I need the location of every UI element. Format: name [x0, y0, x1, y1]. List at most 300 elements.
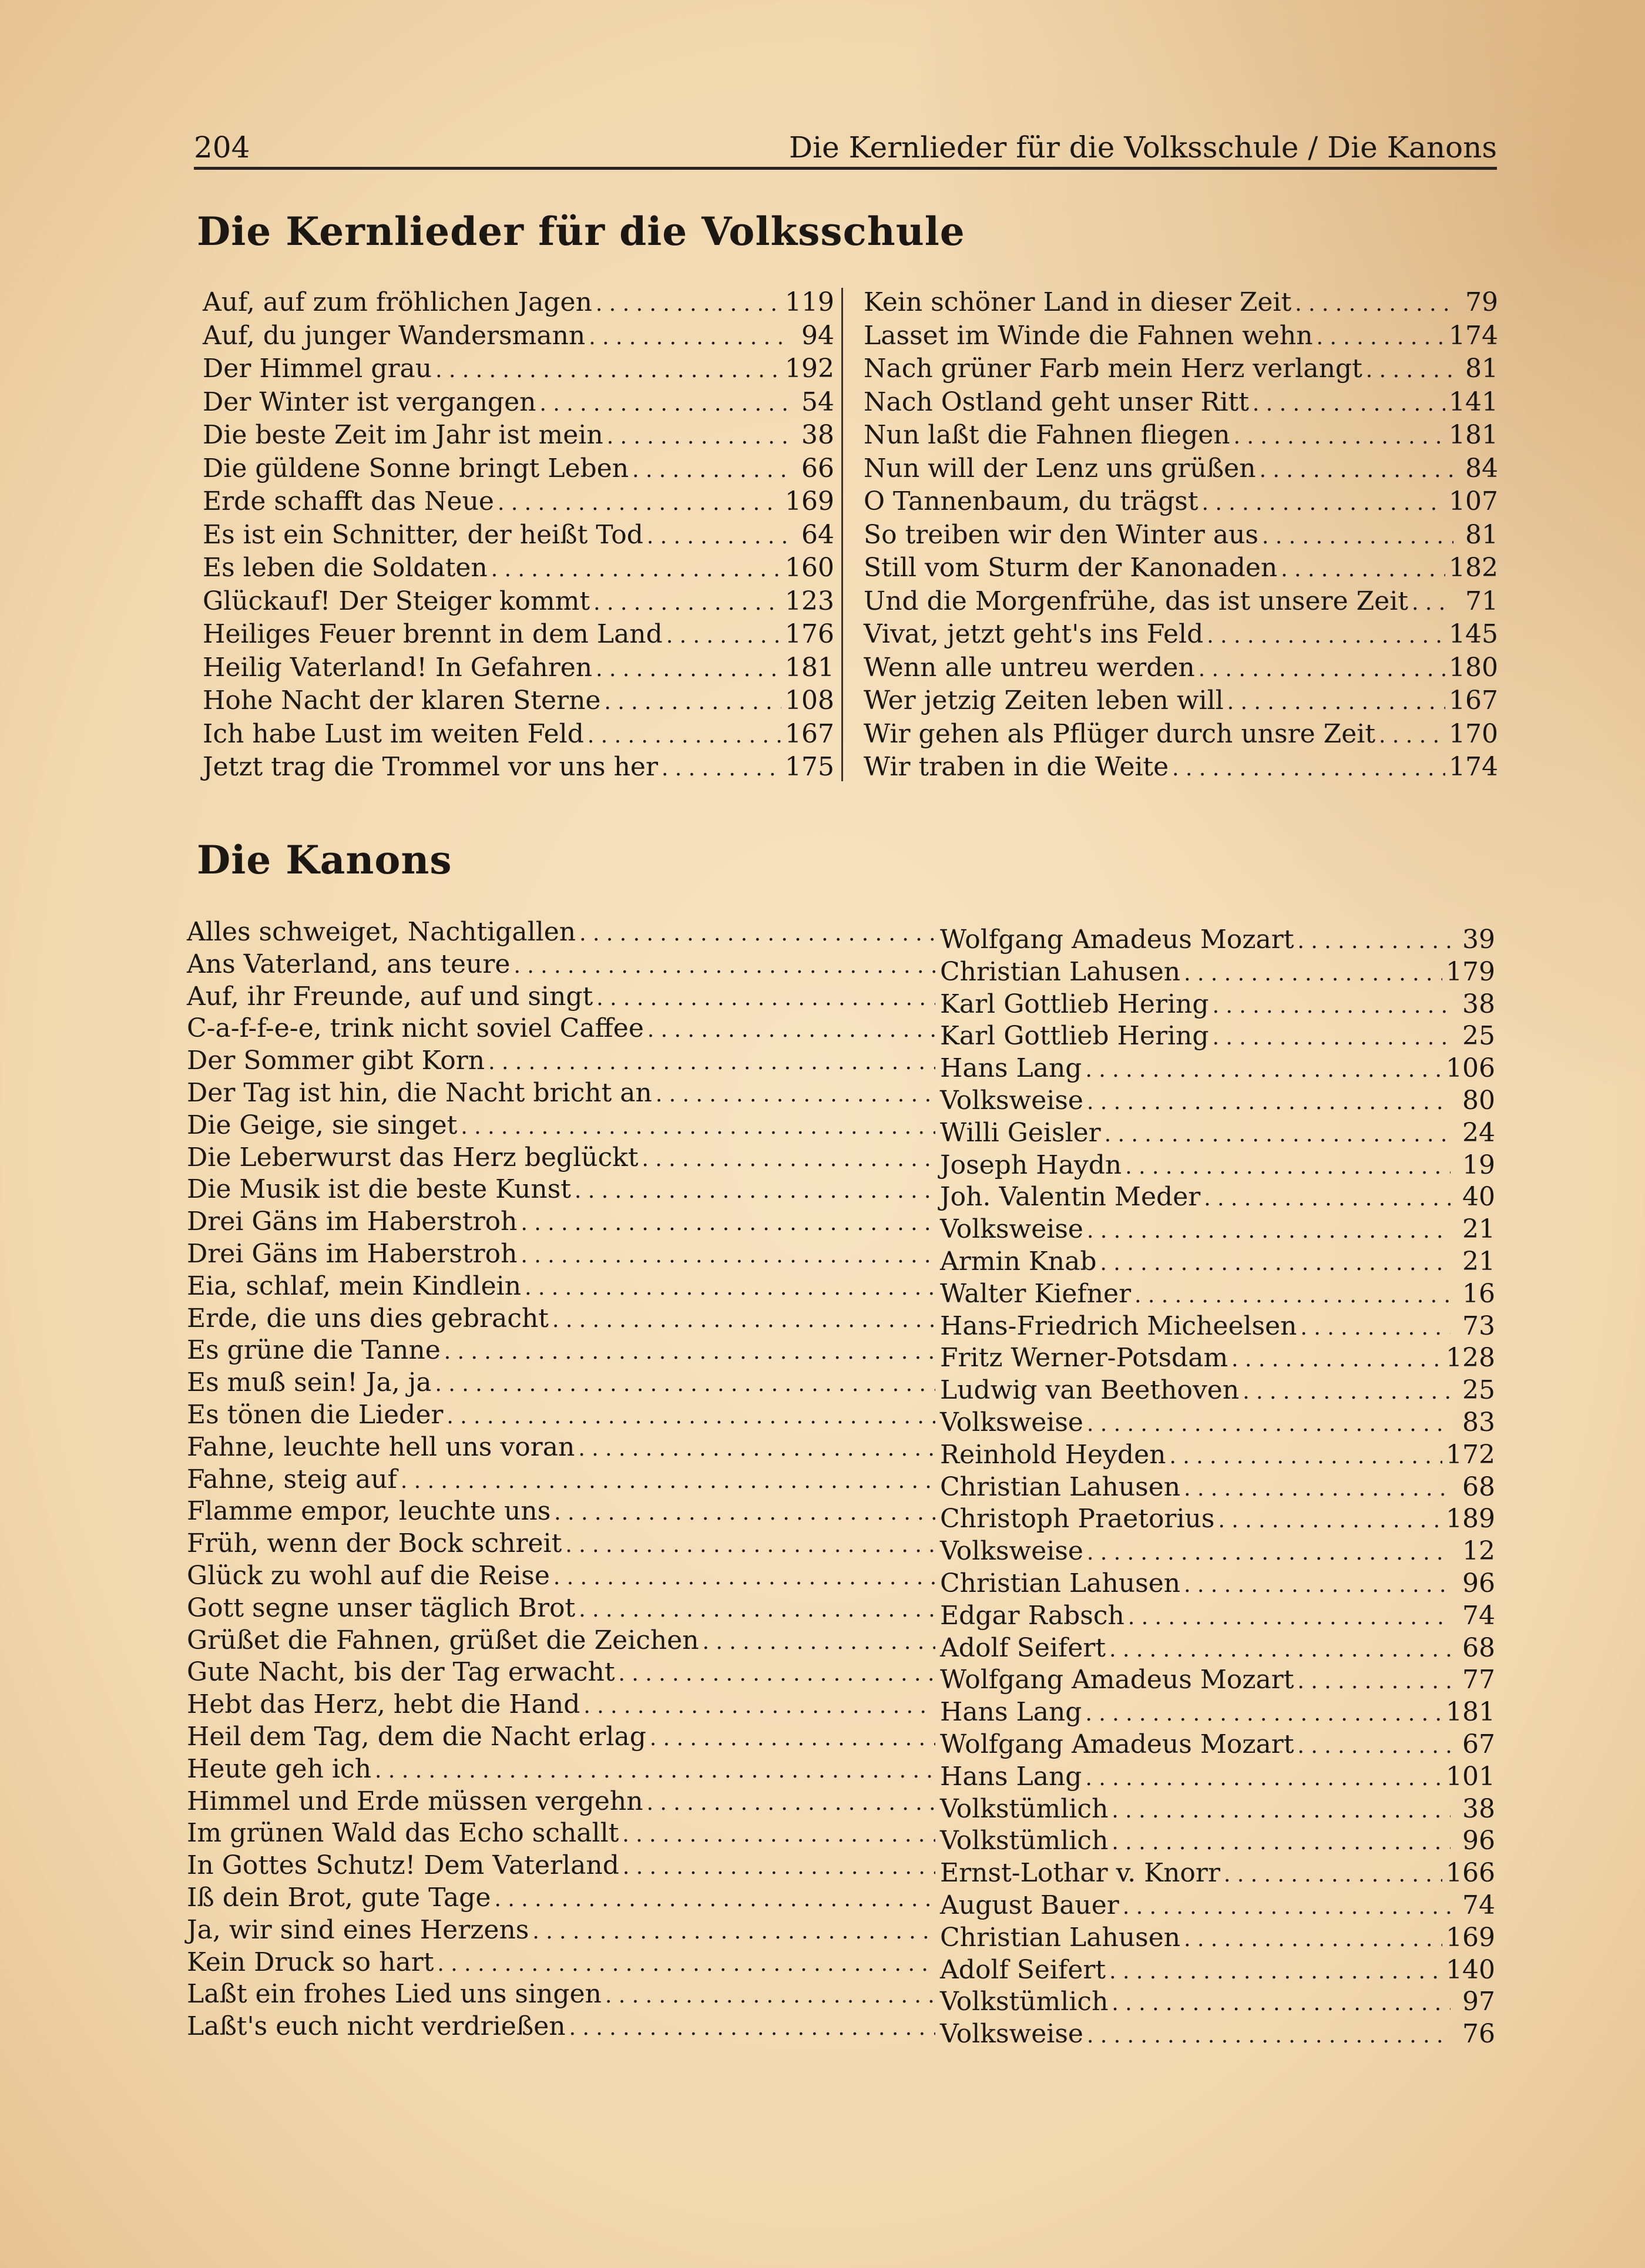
- toc-entry: [864, 718, 1498, 751]
- leader-dots: [647, 520, 790, 554]
- leader-dots: [375, 1755, 935, 1787]
- leader-dots: [513, 950, 935, 983]
- entry-title: Lasset im Winde die Fahnen wehn: [864, 320, 1313, 351]
- kanon-title-entry: [187, 1206, 939, 1238]
- leader-dots: [494, 1884, 935, 1916]
- leader-dots: [583, 1691, 935, 1723]
- entry-title: Nun laßt die Fahnen fliegen: [864, 420, 1230, 450]
- kanon-title-entry: [187, 1271, 939, 1303]
- composer-name: Ludwig van Beethoven: [940, 1375, 1240, 1406]
- composer-name: Volkstümlich: [940, 1826, 1109, 1856]
- entry-title: Kein schöner Land in dieser Zeit: [864, 287, 1292, 317]
- page-reference: 176: [785, 619, 834, 649]
- kanon-composer-entry: [940, 1761, 1495, 1793]
- leader-dots: [650, 1723, 935, 1755]
- entry-title: Es ist ein Schnitter, der heißt Tod: [203, 519, 643, 550]
- column-divider: [841, 288, 843, 781]
- entry-title: Drei Gäns im Haberstroh: [187, 1207, 518, 1237]
- page-reference: 68: [1462, 1471, 1495, 1502]
- leader-dots: [446, 1401, 935, 1433]
- page-reference: 108: [785, 686, 834, 715]
- page-reference: 170: [1449, 718, 1498, 749]
- leader-dots: [579, 918, 935, 950]
- leader-dots: [1262, 520, 1453, 554]
- page-reference: 83: [1462, 1407, 1495, 1437]
- page-reference: 101: [1446, 1761, 1495, 1792]
- page-reference: 145: [1449, 619, 1498, 649]
- composer-name: Hans Lang: [940, 1761, 1082, 1792]
- entry-title: Fahne, leuchte hell uns voran: [187, 1432, 575, 1462]
- kanons-title-column: [187, 916, 939, 2043]
- entry-title: Nach grüner Farb mein Herz verlangt: [864, 354, 1362, 384]
- toc-entry: [864, 618, 1498, 651]
- leader-dots: [703, 1627, 935, 1659]
- leader-dots: [1298, 1666, 1451, 1698]
- page-reference: 81: [1465, 519, 1498, 550]
- kanon-title-entry: [187, 1335, 939, 1367]
- leader-dots: [1207, 620, 1445, 653]
- toc-entry: [864, 485, 1498, 519]
- composer-name: Adolf Seifert: [940, 1632, 1106, 1663]
- kanon-composer-entry: [940, 1568, 1495, 1600]
- kanon-composer-entry: [940, 1857, 1495, 1890]
- kanon-composer-entry: [940, 1890, 1495, 1922]
- entry-title: Und die Morgenfrühe, das ist unsere Zeit: [864, 586, 1408, 616]
- leader-dots: [662, 752, 781, 786]
- entry-title: Im grünen Wald das Echo schallt: [187, 1818, 619, 1849]
- entry-title: Wir traben in die Weite: [864, 752, 1169, 782]
- entry-title: C-a-f-f-e-e, trink nicht soviel Caffee: [187, 1013, 644, 1044]
- entry-title: Glückauf! Der Steiger kommt: [203, 586, 590, 616]
- toc-entry: [203, 585, 834, 619]
- toc-entry: [203, 618, 834, 651]
- kanon-composer-entry: [940, 1664, 1495, 1696]
- entry-title: Die güldene Sonne bringt Leben: [203, 453, 629, 483]
- kanon-composer-entry: [940, 1181, 1495, 1214]
- entry-title: Hebt das Herz, hebt die Hand: [187, 1689, 580, 1720]
- page-reference: 181: [785, 652, 834, 683]
- entry-title: Himmel und Erde müssen vergehn: [187, 1786, 643, 1816]
- page-reference: 119: [785, 287, 834, 317]
- toc-entry: [864, 552, 1498, 585]
- entry-title: Laßt ein frohes Lied uns singen: [187, 1979, 602, 2010]
- leader-dots: [1295, 288, 1453, 321]
- page-reference: 174: [1449, 320, 1498, 351]
- page-reference: 123: [785, 586, 834, 616]
- leader-dots: [1123, 1891, 1451, 1924]
- toc-entry: [864, 386, 1498, 419]
- kanon-composer-entry: [940, 1600, 1495, 1632]
- kanon-composer-entry: [940, 1375, 1495, 1407]
- entry-title: Jetzt trag die Trommel vor uns her: [203, 752, 659, 782]
- entry-title: Grüßet die Fahnen, grüßet die Zeichen: [187, 1625, 699, 1655]
- kanon-composer-entry: [940, 1986, 1495, 2018]
- leader-dots: [444, 1336, 935, 1369]
- toc-entry: [203, 419, 834, 452]
- running-head: [194, 117, 1497, 164]
- composer-name: Willi Geisler: [940, 1117, 1101, 1148]
- leader-dots: [1260, 454, 1453, 488]
- page-reference: 167: [785, 718, 834, 749]
- kanon-title-entry: [187, 1721, 939, 1753]
- leader-dots: [1087, 1087, 1451, 1119]
- toc-entry: [864, 286, 1498, 320]
- composer-name: Karl Gottlieb Hering: [940, 989, 1209, 1019]
- entry-title: Erde schafft das Neue: [203, 486, 494, 516]
- page-reference: 38: [1462, 989, 1495, 1019]
- page-reference: 39: [1462, 925, 1495, 955]
- leader-dots: [539, 388, 790, 421]
- kanon-title-entry: [187, 1528, 939, 1560]
- leader-dots: [1134, 1280, 1451, 1312]
- page-reference: 174: [1449, 752, 1498, 782]
- page-reference: 12: [1462, 1536, 1495, 1567]
- leader-dots: [1412, 587, 1453, 620]
- entry-title: Es muß sein! Ja, ja: [187, 1367, 432, 1398]
- page-reference: 80: [1462, 1085, 1495, 1115]
- kanon-title-entry: [187, 1625, 939, 1657]
- leader-dots: [1224, 1859, 1442, 1891]
- kanon-title-entry: [187, 1399, 939, 1432]
- leader-dots: [553, 1562, 935, 1594]
- leader-dots: [605, 1980, 935, 2012]
- leader-dots: [401, 1466, 935, 1498]
- kanon-composer-entry: [940, 1922, 1495, 1954]
- leader-dots: [647, 1787, 935, 1820]
- entry-title: Früh, wenn der Bock schreit: [187, 1528, 562, 1559]
- kanon-title-entry: [187, 1689, 939, 1721]
- section-title-kanons: Die Kanons: [197, 837, 452, 883]
- leader-dots: [1112, 1988, 1451, 2020]
- composer-name: Volkstümlich: [940, 1987, 1109, 2017]
- kanon-title-entry: [187, 1592, 939, 1625]
- kanon-title-entry: [187, 916, 939, 949]
- composer-name: Reinhold Heyden: [940, 1439, 1166, 1470]
- composer-name: Joh. Valentin Meder: [940, 1182, 1201, 1212]
- leader-dots: [498, 487, 781, 520]
- entry-title: Es tönen die Lieder: [187, 1399, 444, 1430]
- entry-title: Gute Nacht, bis der Tag erwacht: [187, 1657, 615, 1688]
- leader-dots: [437, 1948, 935, 1981]
- page-reference: 38: [801, 420, 834, 450]
- toc-entry: [203, 485, 834, 519]
- toc-entry: [203, 452, 834, 486]
- kanon-title-entry: [187, 1882, 939, 1914]
- leader-dots: [1218, 1505, 1442, 1537]
- entry-title: Es grüne die Tanne: [187, 1335, 441, 1366]
- composer-name: Wolfgang Amadeus Mozart: [940, 925, 1294, 955]
- entry-title: Flamme empor, leuchte uns: [187, 1496, 551, 1527]
- page-reference: 25: [1462, 1021, 1495, 1051]
- entry-title: Ich habe Lust im weiten Feld: [203, 718, 584, 749]
- entry-title: Die Geige, sie singet: [187, 1110, 458, 1140]
- entry-title: In Gottes Schutz! Dem Vaterland: [187, 1850, 619, 1881]
- page-reference: 25: [1462, 1375, 1495, 1406]
- composer-name: Adolf Seifert: [940, 1954, 1106, 1985]
- kanon-title-entry: [187, 1496, 939, 1528]
- kanon-title-entry: [187, 2011, 939, 2043]
- kanon-composer-entry: [940, 1954, 1495, 1987]
- page-reference: 76: [1462, 2019, 1495, 2049]
- page-reference: 74: [1462, 1600, 1495, 1631]
- leader-dots: [1317, 321, 1445, 355]
- entry-title: Vivat, jetzt geht's ins Feld: [864, 619, 1204, 649]
- entry-title: Fahne, steig auf: [187, 1464, 397, 1494]
- kanon-title-entry: [187, 1753, 939, 1786]
- leader-dots: [579, 1594, 935, 1627]
- toc-entry: [864, 585, 1498, 619]
- leader-dots: [1234, 421, 1445, 454]
- kanon-composer-entry: [940, 1407, 1495, 1439]
- leader-dots: [488, 1047, 935, 1079]
- entry-title: Eia, schlaf, mein Kindlein: [187, 1271, 522, 1301]
- entry-title: Nun will der Lenz uns grüßen: [864, 453, 1256, 483]
- page-reference: 175: [785, 752, 834, 782]
- kanon-composer-entry: [940, 1117, 1495, 1150]
- kanon-composer-entry: [940, 1214, 1495, 1246]
- entry-title: Der Himmel grau: [203, 354, 432, 384]
- leader-dots: [1104, 1119, 1451, 1151]
- kanon-title-entry: [187, 949, 939, 981]
- leader-dots: [632, 454, 790, 488]
- entry-title: Die beste Zeit im Jahr ist mein: [203, 420, 603, 450]
- page-reference: 96: [1462, 1568, 1495, 1598]
- kanon-composer-entry: [940, 1278, 1495, 1311]
- kanon-composer-entry: [940, 1150, 1495, 1182]
- composer-name: Volksweise: [940, 1407, 1083, 1437]
- leader-dots: [1379, 720, 1445, 753]
- leader-dots: [1087, 2020, 1451, 2052]
- page-reference: 180: [1449, 652, 1498, 683]
- composer-name: Christian Lahusen: [940, 1922, 1181, 1953]
- composer-name: Hans Lang: [940, 1697, 1082, 1728]
- entry-title: Es leben die Soldaten: [203, 553, 488, 583]
- kanon-composer-entry: [940, 956, 1495, 989]
- toc-entry: [864, 651, 1498, 685]
- kanon-composer-entry: [940, 1439, 1495, 1471]
- toc-entry: [203, 386, 834, 419]
- kanon-title-entry: [187, 1110, 939, 1142]
- leader-dots: [1112, 1795, 1451, 1827]
- kanon-title-entry: [187, 1657, 939, 1689]
- toc-entry: [203, 320, 834, 353]
- composer-name: Ernst-Lothar v. Knorr: [940, 1858, 1220, 1889]
- composer-name: Wolfgang Amadeus Mozart: [940, 1665, 1294, 1695]
- leader-dots: [575, 1175, 935, 1208]
- kanon-composer-entry: [940, 1246, 1495, 1278]
- page-reference: 181: [1446, 1697, 1495, 1728]
- composer-name: Volkstümlich: [940, 1793, 1109, 1824]
- toc-entry: [864, 419, 1498, 452]
- page-reference: 79: [1465, 287, 1498, 317]
- entry-title: So treiben wir den Winter aus: [864, 519, 1259, 550]
- leader-dots: [552, 1305, 935, 1337]
- entry-title: Auf, auf zum fröhlichen Jagen: [203, 287, 592, 317]
- composer-name: Volksweise: [940, 1085, 1083, 1115]
- page-reference: 128: [1446, 1343, 1495, 1373]
- kanon-title-entry: [187, 1947, 939, 1979]
- leader-dots: [593, 587, 781, 620]
- composer-name: Volksweise: [940, 2019, 1083, 2049]
- leader-dots: [1184, 958, 1442, 990]
- composer-name: Walter Kiefner: [940, 1278, 1132, 1309]
- leader-dots: [554, 1497, 935, 1530]
- page-reference: 106: [1446, 1053, 1495, 1084]
- leader-dots: [435, 1369, 935, 1401]
- entry-title: Wir gehen als Pflüger durch unsre Zeit: [864, 718, 1376, 749]
- leader-dots: [565, 1530, 935, 1562]
- leader-dots: [1298, 926, 1451, 958]
- leader-dots: [666, 620, 781, 653]
- leader-dots: [1243, 1376, 1451, 1409]
- entry-title: Hohe Nacht der klaren Sterne: [203, 686, 601, 715]
- kanon-composer-entry: [940, 1825, 1495, 1857]
- kanon-title-entry: [187, 1045, 939, 1077]
- composer-name: Hans Lang: [940, 1053, 1082, 1084]
- leader-dots: [1087, 1409, 1451, 1441]
- kanon-composer-entry: [940, 1471, 1495, 1504]
- kanon-title-entry: [187, 1077, 939, 1110]
- page-reference: 81: [1465, 354, 1498, 384]
- kernlieder-right-column: [864, 286, 1498, 784]
- leader-dots: [596, 288, 781, 321]
- entry-title: Der Tag ist hin, die Nacht bricht an: [187, 1077, 652, 1108]
- toc-entry: [864, 684, 1498, 718]
- composer-name: Christian Lahusen: [940, 956, 1181, 987]
- toc-entry: [864, 751, 1498, 784]
- composer-name: Joseph Haydn: [940, 1150, 1122, 1180]
- leader-dots: [521, 1240, 935, 1272]
- toc-entry: [203, 519, 834, 552]
- page-reference: 94: [801, 320, 834, 351]
- leader-dots: [491, 553, 781, 587]
- leader-dots: [1100, 1248, 1451, 1280]
- entry-title: Wer jetzig Zeiten leben will: [864, 686, 1224, 715]
- toc-entry: [864, 519, 1498, 552]
- kanon-composer-entry: [940, 1311, 1495, 1343]
- entry-title: Heilig Vaterland! In Gefahren: [203, 652, 593, 683]
- page-reference: 71: [1465, 586, 1498, 616]
- leader-dots: [1301, 1312, 1451, 1345]
- header-rule: [194, 167, 1497, 170]
- kanon-title-entry: [187, 1174, 939, 1206]
- toc-entry: [864, 352, 1498, 386]
- page-reference: 166: [1446, 1858, 1495, 1889]
- page-reference: 77: [1462, 1665, 1495, 1695]
- leader-dots: [596, 983, 935, 1015]
- leader-dots: [589, 321, 790, 355]
- leader-dots: [1172, 752, 1445, 786]
- kanons-composer-column: [940, 924, 1495, 2051]
- composer-name: Volksweise: [940, 1214, 1083, 1245]
- toc-entry: [203, 352, 834, 386]
- leader-dots: [461, 1111, 935, 1144]
- leader-dots: [1227, 686, 1445, 720]
- leader-dots: [1087, 1215, 1451, 1248]
- page-reference: 68: [1462, 1632, 1495, 1663]
- page-reference: 38: [1462, 1793, 1495, 1824]
- leader-dots: [435, 354, 781, 388]
- page-reference: 96: [1462, 1826, 1495, 1856]
- leader-dots: [532, 1916, 935, 1948]
- leader-dots: [1128, 1602, 1451, 1634]
- entry-title: Laßt's euch nicht verdrießen: [187, 2011, 566, 2042]
- leader-dots: [1213, 990, 1451, 1023]
- toc-entry: [864, 452, 1498, 486]
- toc-entry: [203, 286, 834, 320]
- kernlieder-left-column: [203, 286, 834, 784]
- leader-dots: [1202, 487, 1445, 520]
- kanon-composer-entry: [940, 1020, 1495, 1053]
- page-reference: 140: [1446, 1954, 1495, 1985]
- leader-dots: [569, 2012, 935, 2045]
- kanon-title-entry: [187, 981, 939, 1013]
- leader-dots: [1112, 1827, 1451, 1859]
- page-reference: 97: [1462, 1987, 1495, 2017]
- composer-name: Christian Lahusen: [940, 1471, 1181, 1502]
- page-reference: 167: [1449, 686, 1498, 715]
- entry-title: Alles schweiget, Nachtigallen: [187, 917, 576, 947]
- kanon-composer-entry: [940, 1793, 1495, 1826]
- kanon-composer-entry: [940, 2018, 1495, 2051]
- toc-entry: [203, 651, 834, 685]
- leader-dots: [1281, 553, 1445, 587]
- page-reference: 84: [1465, 453, 1498, 483]
- kanon-composer-entry: [940, 989, 1495, 1021]
- leader-dots: [656, 1079, 935, 1111]
- entry-title: Auf, ihr Freunde, auf und singt: [187, 981, 593, 1012]
- entry-title: Auf, du junger Wandersmann: [203, 320, 586, 351]
- composer-name: Christoph Praetorius: [940, 1504, 1215, 1534]
- leader-dots: [1085, 1698, 1442, 1731]
- kanon-composer-entry: [940, 1085, 1495, 1117]
- leader-dots: [604, 686, 781, 720]
- entry-title: Heil dem Tag, dem die Nacht erlag: [187, 1721, 646, 1752]
- leader-dots: [1366, 354, 1453, 388]
- kanon-title-entry: [187, 1303, 939, 1335]
- toc-entry: [864, 320, 1498, 353]
- entry-title: Erde, die uns dies gebracht: [187, 1303, 549, 1333]
- entry-title: Nach Ostland geht unser Ritt: [864, 387, 1249, 417]
- toc-entry: [203, 751, 834, 784]
- leader-dots: [623, 1852, 935, 1884]
- kanon-title-entry: [187, 1142, 939, 1174]
- composer-name: Karl Gottlieb Hering: [940, 1021, 1209, 1051]
- leader-dots: [1231, 1344, 1442, 1376]
- composer-name: Fritz Werner-Potsdam: [940, 1343, 1228, 1373]
- leader-dots: [1085, 1054, 1442, 1087]
- kanon-title-entry: [187, 1367, 939, 1399]
- composer-name: Edgar Rabsch: [940, 1600, 1124, 1631]
- leader-dots: [1125, 1151, 1451, 1184]
- page-reference: 21: [1462, 1246, 1495, 1276]
- kanon-composer-entry: [940, 1342, 1495, 1375]
- leader-dots: [607, 421, 790, 454]
- entry-title: Der Winter ist vergangen: [203, 387, 536, 417]
- page-reference: 169: [1446, 1922, 1495, 1953]
- entry-title: Ja, wir sind eines Herzens: [187, 1914, 529, 1945]
- kanon-composer-entry: [940, 1632, 1495, 1665]
- page-reference: 141: [1449, 387, 1498, 417]
- leader-dots: [1109, 1956, 1442, 1988]
- toc-entry: [203, 684, 834, 718]
- page-reference: 172: [1446, 1439, 1495, 1470]
- page-reference: 181: [1449, 420, 1498, 450]
- entry-title: Kein Druck so hart: [187, 1947, 434, 1977]
- page-reference: 54: [801, 387, 834, 417]
- entry-title: Glück zu wohl auf die Reise: [187, 1560, 550, 1591]
- entry-title: O Tannenbaum, du trägst: [864, 486, 1198, 516]
